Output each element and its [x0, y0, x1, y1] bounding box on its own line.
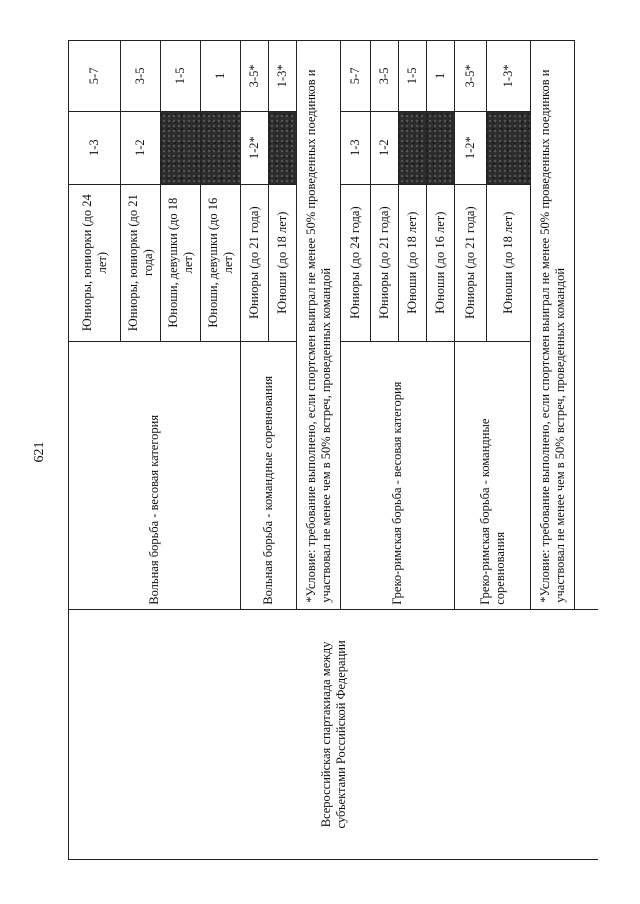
- place-cell: 3-5*: [241, 41, 269, 112]
- age-group: Юноши (до 18 лет): [399, 184, 427, 341]
- greco-condition-note: *Условие: требование выполнено, если спортсмен выиграл не менее 50% проведенных поединков и участвовал не менее чем в 50% встреч, проведенных командой: [531, 41, 575, 610]
- requirements-table: [68, 40, 598, 860]
- place-cell: 1-2*: [455, 111, 487, 184]
- age-group: Юниоры (до 24 года): [341, 184, 371, 341]
- freestyle-team: Вольная борьба - командные соревнования: [241, 341, 297, 609]
- place-cell: 3-5: [371, 41, 399, 112]
- place-cell: 1-5: [399, 41, 427, 112]
- shaded-cell: [399, 111, 427, 184]
- page-number: 621: [32, 441, 47, 463]
- competition-name: Всероссийская спартакиада между субъектами Российской Федерации: [69, 609, 599, 859]
- place-cell: 5-7: [69, 41, 121, 112]
- age-group: Юноши, девушки (до 16 лет): [201, 184, 241, 341]
- shaded-cell: [201, 111, 241, 184]
- place-cell: 1-2*: [241, 111, 269, 184]
- place-cell: 1: [201, 41, 241, 112]
- place-cell: 5-7: [341, 41, 371, 112]
- shaded-cell: [161, 111, 201, 184]
- place-cell: 1-3*: [269, 41, 297, 112]
- age-group: Юноши (до 18 лет): [269, 184, 297, 341]
- place-cell: 1-3*: [487, 41, 531, 112]
- place-cell: 1: [427, 41, 455, 112]
- freestyle-weight-category: Вольная борьба - весовая категория: [69, 341, 241, 609]
- age-group: Юниоры, юниорки (до 21 года): [121, 184, 161, 341]
- greco-weight-category: Греко-римская борьба - весовая категория: [341, 341, 455, 609]
- age-group: Юноши (до 18 лет): [487, 184, 531, 341]
- place-cell: 1-2: [371, 111, 399, 184]
- shaded-cell: [269, 111, 297, 184]
- place-cell: 1-5: [161, 41, 201, 112]
- place-cell: 1-2: [121, 111, 161, 184]
- age-group: Юноши (до 16 лет): [427, 184, 455, 341]
- empty-cell: [575, 41, 599, 610]
- shaded-cell: [487, 111, 531, 184]
- age-group: Юниоры (до 21 года): [241, 184, 269, 341]
- shaded-cell: [427, 111, 455, 184]
- age-group: Юниоры (до 21 года): [455, 184, 487, 341]
- rotated-content: [68, 40, 598, 860]
- age-group: Юниоры (до 21 года): [371, 184, 399, 341]
- rotated-page: [68, 40, 598, 860]
- age-group: Юноши, девушки (до 18 лет): [161, 184, 201, 341]
- freestyle-condition-note: *Условие: требование выполнено, если спортсмен выиграл не менее 50% проведенных поединков и участвовал не менее чем в 50% встреч, проведенных командой: [297, 41, 341, 610]
- place-cell: 3-5: [121, 41, 161, 112]
- place-cell: 3-5*: [455, 41, 487, 112]
- place-cell: 1-3: [69, 111, 121, 184]
- age-group: Юниоры, юниорки (до 24 лет): [69, 184, 121, 341]
- place-cell: 1-3: [341, 111, 371, 184]
- table-row: [69, 41, 121, 860]
- greco-team: Греко-римская борьба - командные соревнования: [455, 341, 531, 609]
